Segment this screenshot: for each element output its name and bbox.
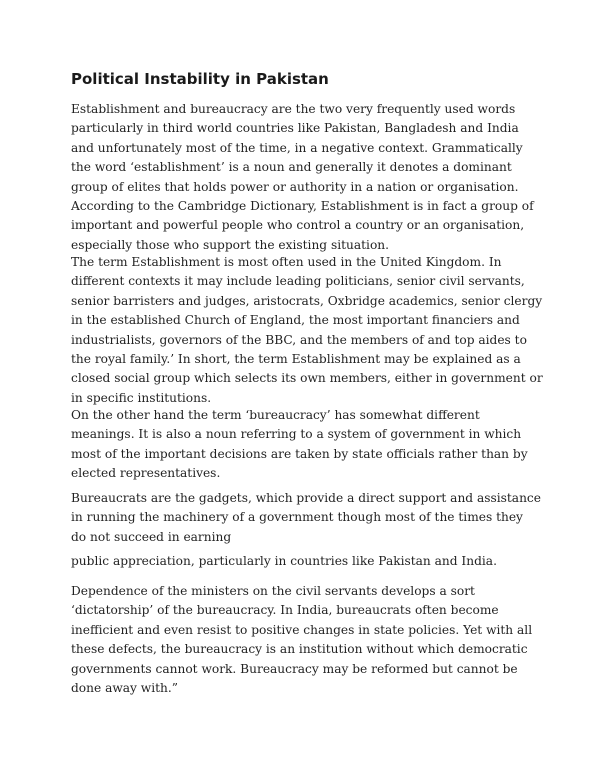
text-line: On the other hand the term ‘bureaucracy’ has somewhat different bbox=[71, 408, 480, 422]
text-line: governments cannot work. Bureaucracy may be reformed but cannot be bbox=[71, 661, 518, 676]
text-line: important and powerful people who control a country or an organisation, bbox=[71, 218, 525, 233]
text-line: ‘dictatorship’ of the bureaucracy. In India, bureaucrats often become bbox=[71, 603, 499, 618]
text-line: Dependence of the ministers on the civil servants develops a sort bbox=[71, 584, 475, 598]
text-line: elected representatives. bbox=[71, 466, 221, 481]
text-line: meanings. It is also a noun referring to a system of government in which bbox=[71, 427, 522, 442]
text-line: different contexts it may include leading politicians, senior civil servants, bbox=[71, 274, 525, 289]
paragraph bbox=[71, 552, 541, 571]
paragraph bbox=[71, 489, 541, 547]
text-line: industrialists, governors of the BBC, and the members of and top aides to bbox=[71, 332, 527, 347]
text-line: in running the machinery of a government though most of the times they bbox=[71, 510, 523, 525]
paragraph bbox=[71, 100, 541, 255]
text-line: the word ‘establishment’ is a noun and generally it denotes a dominant bbox=[71, 160, 512, 175]
paragraph bbox=[71, 253, 541, 408]
text-line: the royal family.’ In short, the term Establishment may be explained as a bbox=[71, 352, 521, 367]
text-line: particularly in third world countries like Pakistan, Bangladesh and India bbox=[71, 121, 519, 136]
text-line: most of the important decisions are taken by state officials rather than by bbox=[71, 446, 528, 461]
paragraph bbox=[71, 406, 541, 484]
text-line: public appreciation, particularly in countries like Pakistan and India. bbox=[71, 554, 497, 568]
page-title: Political Instability in Pakistan bbox=[71, 70, 329, 88]
text-line: closed social group which selects its own members, either in government or bbox=[71, 371, 543, 386]
text-line: senior barristers and judges, aristocrats, Oxbridge academics, senior clergy bbox=[71, 293, 543, 308]
text-line: these defects, the bureaucracy is an institution without which democratic bbox=[71, 642, 528, 657]
text-line: Establishment and bureaucracy are the two very frequently used words bbox=[71, 102, 516, 116]
text-line: especially those who support the existing situation. bbox=[71, 237, 389, 252]
text-line: Bureaucrats are the gadgets, which provide a direct support and assistance bbox=[71, 491, 541, 505]
text-line: do not succeed in earning bbox=[71, 529, 232, 544]
text-line: According to the Cambridge Dictionary, Establishment is in fact a group of bbox=[71, 199, 534, 214]
paragraph bbox=[71, 582, 541, 698]
text-line: in specific institutions. bbox=[71, 390, 212, 405]
text-line: in the established Church of England, the most important financiers and bbox=[71, 313, 520, 328]
text-line: and unfortunately most of the time, in a negative context. Grammatically bbox=[71, 140, 523, 155]
text-line: inefficient and even resist to positive changes in state policies. Yet with all bbox=[71, 622, 533, 637]
text-line: The term Establishment is most often used in the United Kingdom. In bbox=[71, 255, 502, 269]
text-line: group of elites that holds power or authority in a nation or organisation. bbox=[71, 179, 519, 194]
text-line: done away with.” bbox=[71, 681, 178, 696]
